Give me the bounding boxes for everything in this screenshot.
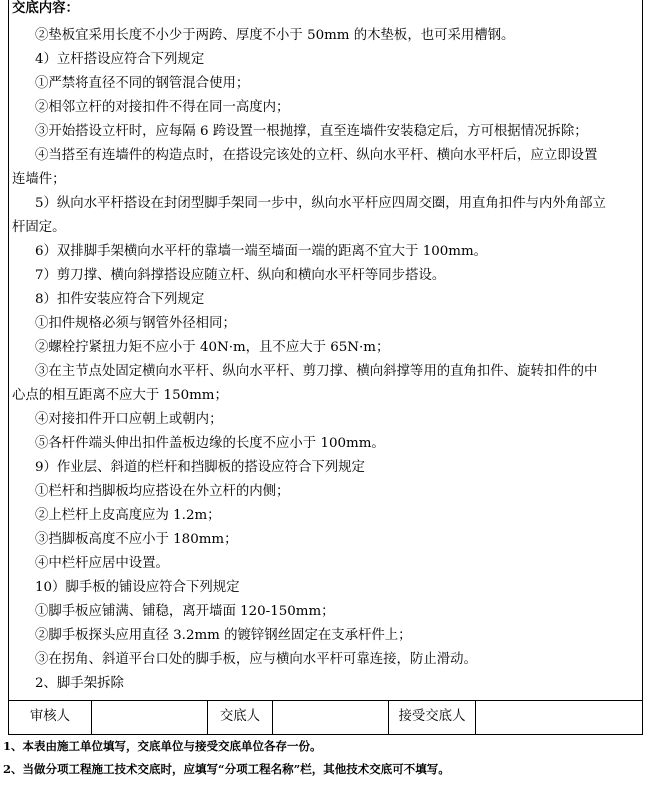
content-line: 5）纵向水平杆搭设在封闭型脚手架同一步中，纵向水平杆应四周交圈，用直角扣件与内外角部立 bbox=[35, 196, 606, 211]
receiver-label: 接受交底人 bbox=[388, 700, 475, 734]
content-line: ①脚手板应铺满、铺稳，离开墙面 120-150mm； bbox=[35, 604, 335, 619]
reviewer-label: 审核人 bbox=[29, 709, 71, 724]
content-line: ①栏杆和挡脚板均应搭设在外立杆的内侧； bbox=[35, 484, 290, 499]
content-line: 2、脚手架拆除 bbox=[35, 676, 124, 691]
discloser-label: 交底人 bbox=[207, 700, 272, 734]
content-line: 杆固定。 bbox=[12, 220, 66, 235]
content-line: ③在主节点处固定横向水平杆、纵向水平杆、剪刀撑、横向斜撑等用的直角扣件、旋转扣件的中 bbox=[35, 364, 598, 379]
footnote-2: 2、当做分项工程施工技术交底时，应填写“分项工程名称”栏，其他技术交底可不填写。 bbox=[3, 762, 450, 776]
disclosure-table bbox=[8, 0, 643, 735]
content-line: 7）剪刀撑、横向斜撑搭设应随立杆、纵向和横向水平杆等同步搭设。 bbox=[35, 268, 446, 283]
footnote-1: 1、本表由施工单位填写，交底单位与接受交底单位各存一份。 bbox=[3, 739, 322, 753]
content-line: ④对接扣件开口应朝上或朝内； bbox=[35, 412, 223, 427]
content-line: 6）双排脚手架横向水平杆的靠墙一端至墙面一端的距离不宜大于 100mm。 bbox=[35, 244, 488, 259]
content-line: ①扣件规格必须与钢管外径相同； bbox=[35, 316, 236, 331]
content-line: ④中栏杆应居中设置。 bbox=[35, 556, 169, 571]
content-line: ④当搭至有连墙件的构造点时，在搭设完该处的立杆、纵向水平杆、横向水平杆后，应立即设置 bbox=[35, 148, 598, 163]
content-cell bbox=[9, 0, 642, 701]
content-line: ②脚手板探头应用直径 3.2mm 的镀锌钢丝固定在支承杆件上； bbox=[35, 628, 412, 643]
content-line: ⑤各杆件端头伸出扣件盖板边缘的长度不应小于 100mm。 bbox=[35, 436, 385, 451]
signature-row bbox=[9, 700, 642, 734]
content-line: 连墙件； bbox=[12, 172, 66, 187]
content-line: ②螺栓拧紧扭力矩不应小于 40N·m，且不应大于 65N·m； bbox=[35, 340, 390, 355]
receiver-field[interactable] bbox=[475, 700, 642, 734]
content-line: 4）立杆搭设应符合下列规定 bbox=[35, 52, 205, 67]
content-line: ②垫板宜采用长度不小少于两跨、厚度不小于 50mm 的木垫板，也可采用槽钢。 bbox=[35, 28, 515, 43]
content-line: ③挡脚板高度不应小于 180mm； bbox=[35, 532, 238, 547]
content-line: ②上栏杆上皮高度应为 1.2m； bbox=[35, 508, 221, 523]
content-line: ②相邻立杆的对接扣件不得在同一高度内； bbox=[35, 100, 290, 115]
content-line: ③开始搭设立杆时，应每隔 6 跨设置一根抛撑，直至连墙件安装稳定后，方可根据情况拆除； bbox=[35, 124, 588, 139]
reviewer-field[interactable] bbox=[91, 700, 207, 734]
discloser-field[interactable] bbox=[272, 700, 388, 734]
content-line: 心点的相互距离不应大于 150mm； bbox=[12, 388, 228, 403]
content-line: 9）作业层、斜道的栏杆和挡脚板的搭设应符合下列规定 bbox=[35, 460, 365, 475]
content-line: ③在拐角、斜道平台口处的脚手板，应与横向水平杆可靠连接，防止滑动。 bbox=[35, 652, 477, 667]
content-line: 8）扣件安装应符合下列规定 bbox=[35, 292, 205, 307]
content-header: 交底内容： bbox=[12, 0, 79, 16]
content-line: ①严禁将直径不同的钢管混合使用； bbox=[35, 76, 250, 91]
content-line: 10）脚手板的铺设应符合下列规定 bbox=[35, 580, 240, 595]
